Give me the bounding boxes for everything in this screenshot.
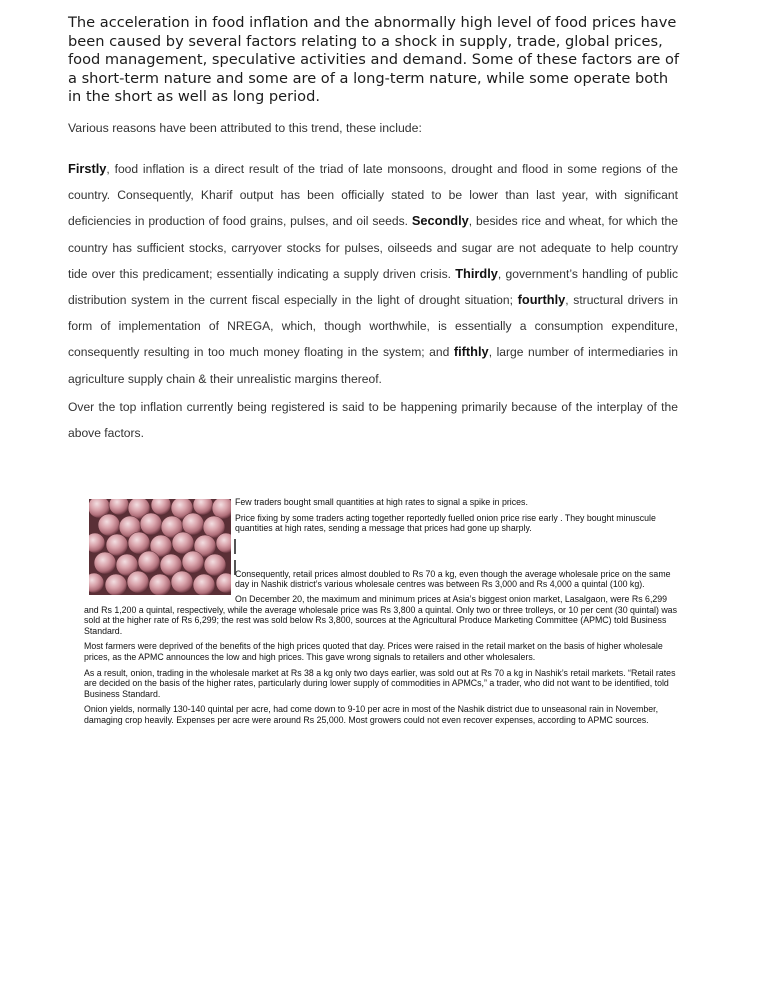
intro-paragraph: The acceleration in food inflation and the abnormally high level of food prices have been caused by several factors relating to a shock in supply, trade, global prices, food management, speculative activities and demand. Some of these factors are of a short-term nature and some are of a long-term nature, while some operate both in the short as well as long period. [68, 14, 680, 106]
text-cursor-marker [234, 539, 236, 554]
reason-text-3: , government’s handling of public distribution system in the current fiscal especially in the light of drought situation; [68, 266, 678, 308]
news-paragraph-4: On December 20, the maximum and minimum prices at Asia’s biggest onion market, Lasalgaon, were Rs 6,299 and Rs 1,200 a quintal, respectively, while the average wholesale price was Rs 3,800 a quintal. Only two or three trolleys, or 10 per cent (30 quintal) was sold at the higher rate of Rs 6,299; the rest was sold below Rs 3,800, sources at the Agricultural Produce Marketing Committee (APMC) told Business Standard. [84, 593, 677, 636]
news-clipping [84, 497, 678, 731]
fifthly-label: fifthly [453, 344, 489, 360]
fourthly-label: fourthly [517, 292, 566, 308]
news-paragraph-1: Few traders bought small quantities at high rates to signal a spike in prices. [235, 497, 528, 507]
firstly-label: Firstly [68, 161, 107, 176]
onion-photo [89, 499, 231, 595]
thirdly-label: Thirdly [455, 265, 498, 281]
news-paragraph-2: Price fixing by some traders acting together reportedly fuelled onion price rise early . They bought minuscule quantities at high rates, sending a message that prices had gone up sharply. [235, 512, 656, 534]
reason-text-4: , structural drivers in form of implementation of NREGA, which, though worthwhile, is essentially a consumption expenditure, consequently resulting in too much money floating in the system; and [68, 293, 678, 360]
news-paragraph-6: As a result, onion, trading in the wholesale market at Rs 38 a kg only two days earlier, was sold out at Rs 70 a kg in Nashik’s retail markets. “Retail rates are decided on the basis of the higher rates, particularly during lower supply of commodities in APMCs,” a trader, who did not want to be identified, told Business Standard. [84, 667, 676, 699]
news-paragraph-5: Most farmers were deprived of the benefits of the high prices quoted that day. Prices were raised in the retail market on the basis of higher wholesale prices, as the APMC announces the low and high prices. This gave wrong signals to retailers and other wholesalers. [84, 641, 663, 662]
onion-pile-image [89, 499, 231, 595]
conclusion-paragraph: Over the top inflation currently being registered is said to be happening primarily because of the interplay of the above factors. [68, 400, 678, 441]
reasons-lead: Various reasons have been attributed to this trend, these include: [68, 121, 422, 135]
reason-text-1: , food inflation is a direct result of the triad of late monsoons, drought and flood in some regions of the country. Consequently, Kharif output has been officially stated to be lower than last year, with significant deficiencies in production of food grains, pulses, and oil seeds. [68, 162, 678, 229]
reason-text-5: , large number of intermediaries in agriculture supply chain & their unrealistic margins thereof. [68, 345, 678, 386]
news-paragraph-3: Consequently, retail prices almost doubled to Rs 70 a kg, even though the average wholesale price on the same day in Nashik district’s various wholesale centres was between Rs 3,000 and Rs 4,000 a quintal (100 kg). [235, 568, 671, 590]
reasons-paragraph [68, 156, 678, 392]
news-paragraph-7: Onion yields, normally 130-140 quintal per acre, had come down to 9-10 per acre in most of the Nashik district due to unseasonal rain in November, damaging crop heavily. Expenses per acre were around Rs 25,000. Most growers could not even recover expenses, according to APMC sources. [84, 704, 659, 725]
secondly-label: Secondly [411, 213, 469, 229]
reason-text-2: , besides rice and wheat, for which the country has sufficient stocks, carryover stocks for pulses, oilseeds and sugar are not adequate to help country tide over this predicament; essentially indicating a supply driven crisis. [68, 214, 678, 281]
